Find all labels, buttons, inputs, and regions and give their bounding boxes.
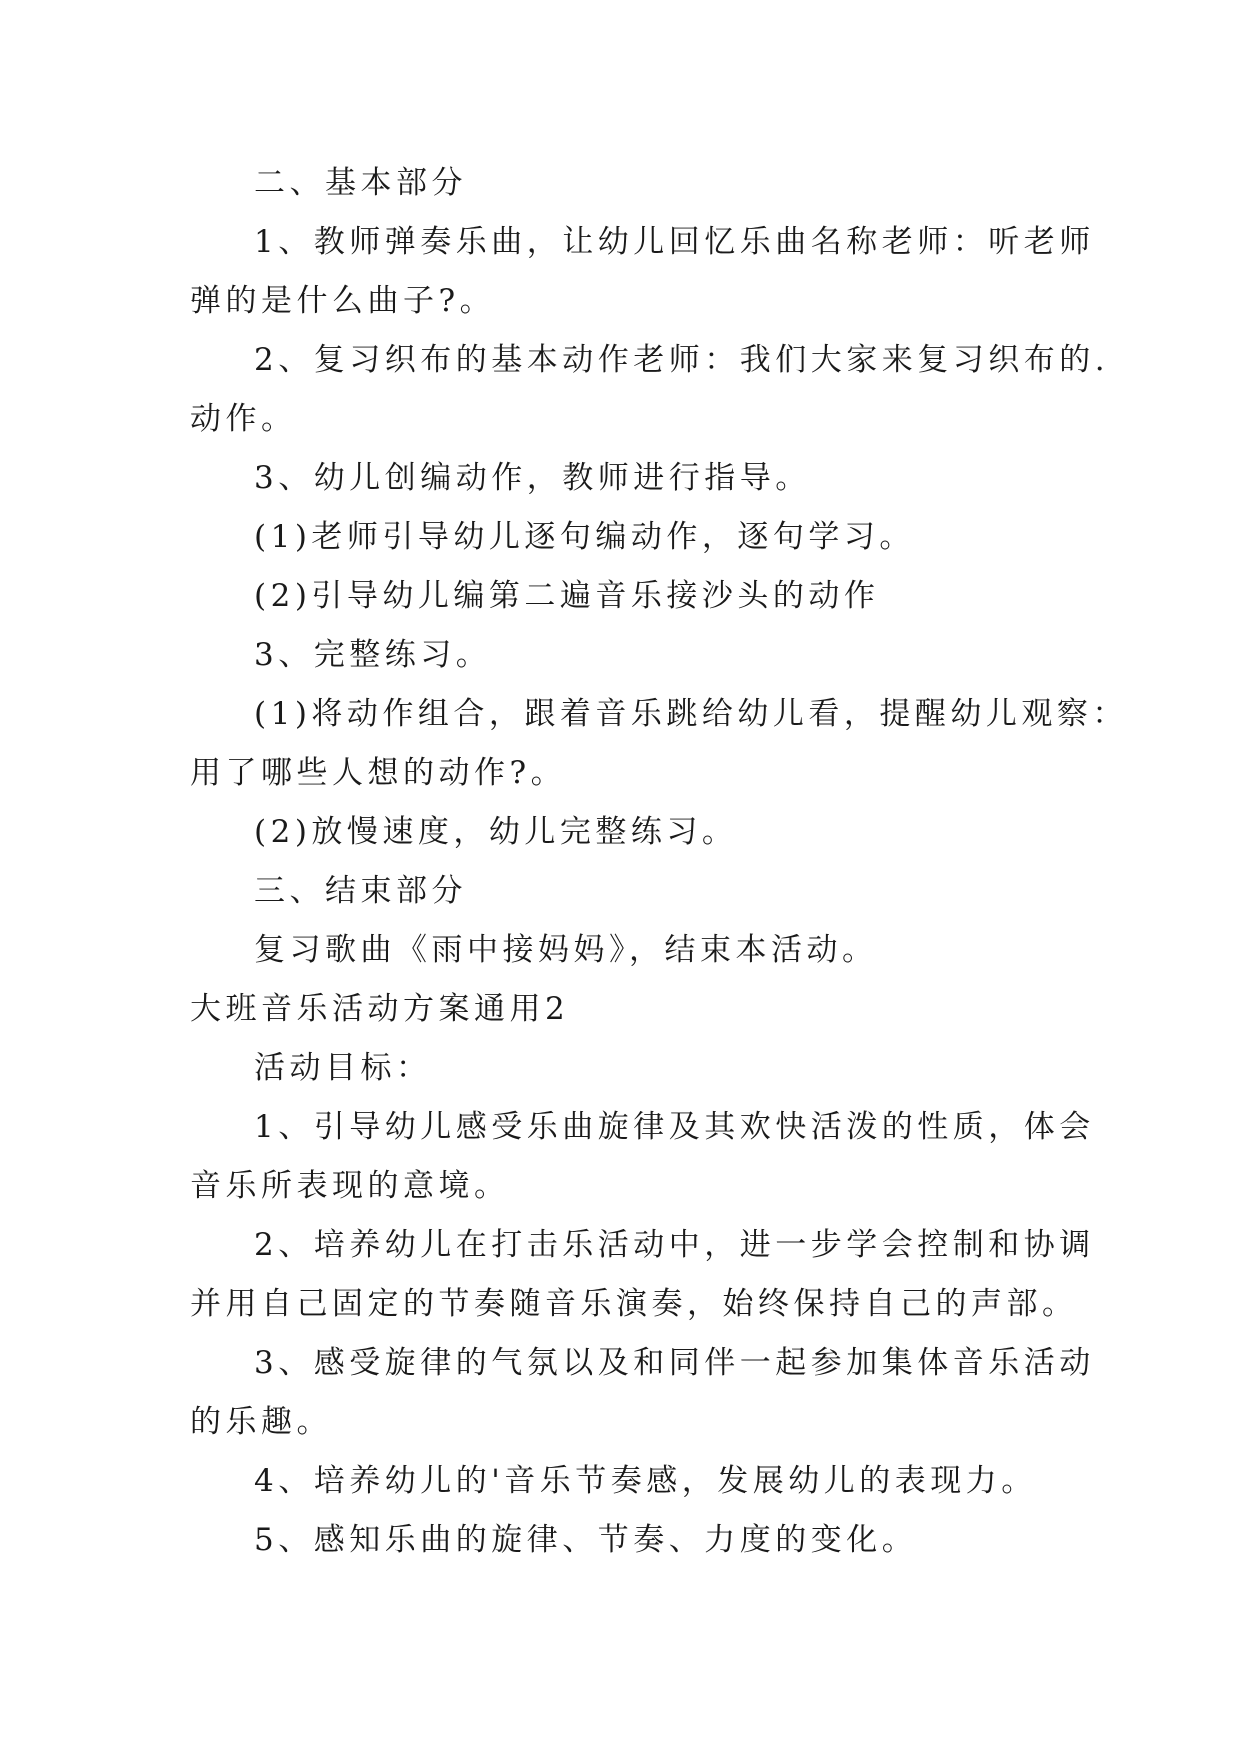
paragraph-line: 3、完整练习。 (254, 637, 492, 673)
paragraph-line: 用了哪些人想的动作?。 (190, 755, 567, 791)
paragraph-line: (1)老师引导幼儿逐句编动作，逐句学习。 (254, 519, 915, 555)
document-title: 大班音乐活动方案通用2 (190, 991, 570, 1027)
section-heading-end: 三、结束部分 (254, 873, 467, 909)
paragraph-line: 复习歌曲《雨中接妈妈》，结束本活动。 (254, 932, 878, 968)
paragraph-line: (1)将动作组合，跟着音乐跳给幼儿看，提醒幼儿观察： (254, 696, 1128, 732)
paragraph-line: 1、教师弹奏乐曲，让幼儿回忆乐曲名称老师：听老师 (254, 224, 1095, 260)
paragraph-line: 音乐所表现的意境。 (190, 1168, 510, 1204)
paragraph-line: 4、培养幼儿的'音乐节奏感，发展幼儿的表现力。 (254, 1463, 1037, 1499)
paragraph-line: 2、培养幼儿在打击乐活动中，进一步学会控制和协调 (254, 1227, 1095, 1263)
paragraph-line: 弹的是什么曲子?。 (190, 283, 496, 319)
paragraph-line: 1、引导幼儿感受乐曲旋律及其欢快活泼的性质，体会 (254, 1109, 1095, 1145)
paragraph-line: (2)引导幼儿编第二遍音乐接沙头的动作 (254, 578, 880, 614)
paragraph-line: 2、复习织布的基本动作老师：我们大家来复习织布的. (254, 342, 1110, 378)
paragraph-line: 3、感受旋律的气氛以及和同伴一起参加集体音乐活动 (254, 1345, 1095, 1381)
paragraph-line: (2)放慢速度，幼儿完整练习。 (254, 814, 738, 850)
paragraph-line: 并用自己固定的节奏随音乐演奏，始终保持自己的声部。 (190, 1286, 1078, 1322)
section-heading-goals: 活动目标： (254, 1050, 432, 1086)
paragraph-line: 3、幼儿创编动作，教师进行指导。 (254, 460, 811, 496)
document-body (190, 154, 1128, 1570)
paragraph-line: 动作。 (190, 401, 297, 437)
section-heading-basic: 二、基本部分 (254, 165, 467, 201)
paragraph-line: 5、感知乐曲的旋律、节奏、力度的变化。 (254, 1522, 918, 1558)
paragraph-line: 的乐趣。 (190, 1404, 332, 1440)
